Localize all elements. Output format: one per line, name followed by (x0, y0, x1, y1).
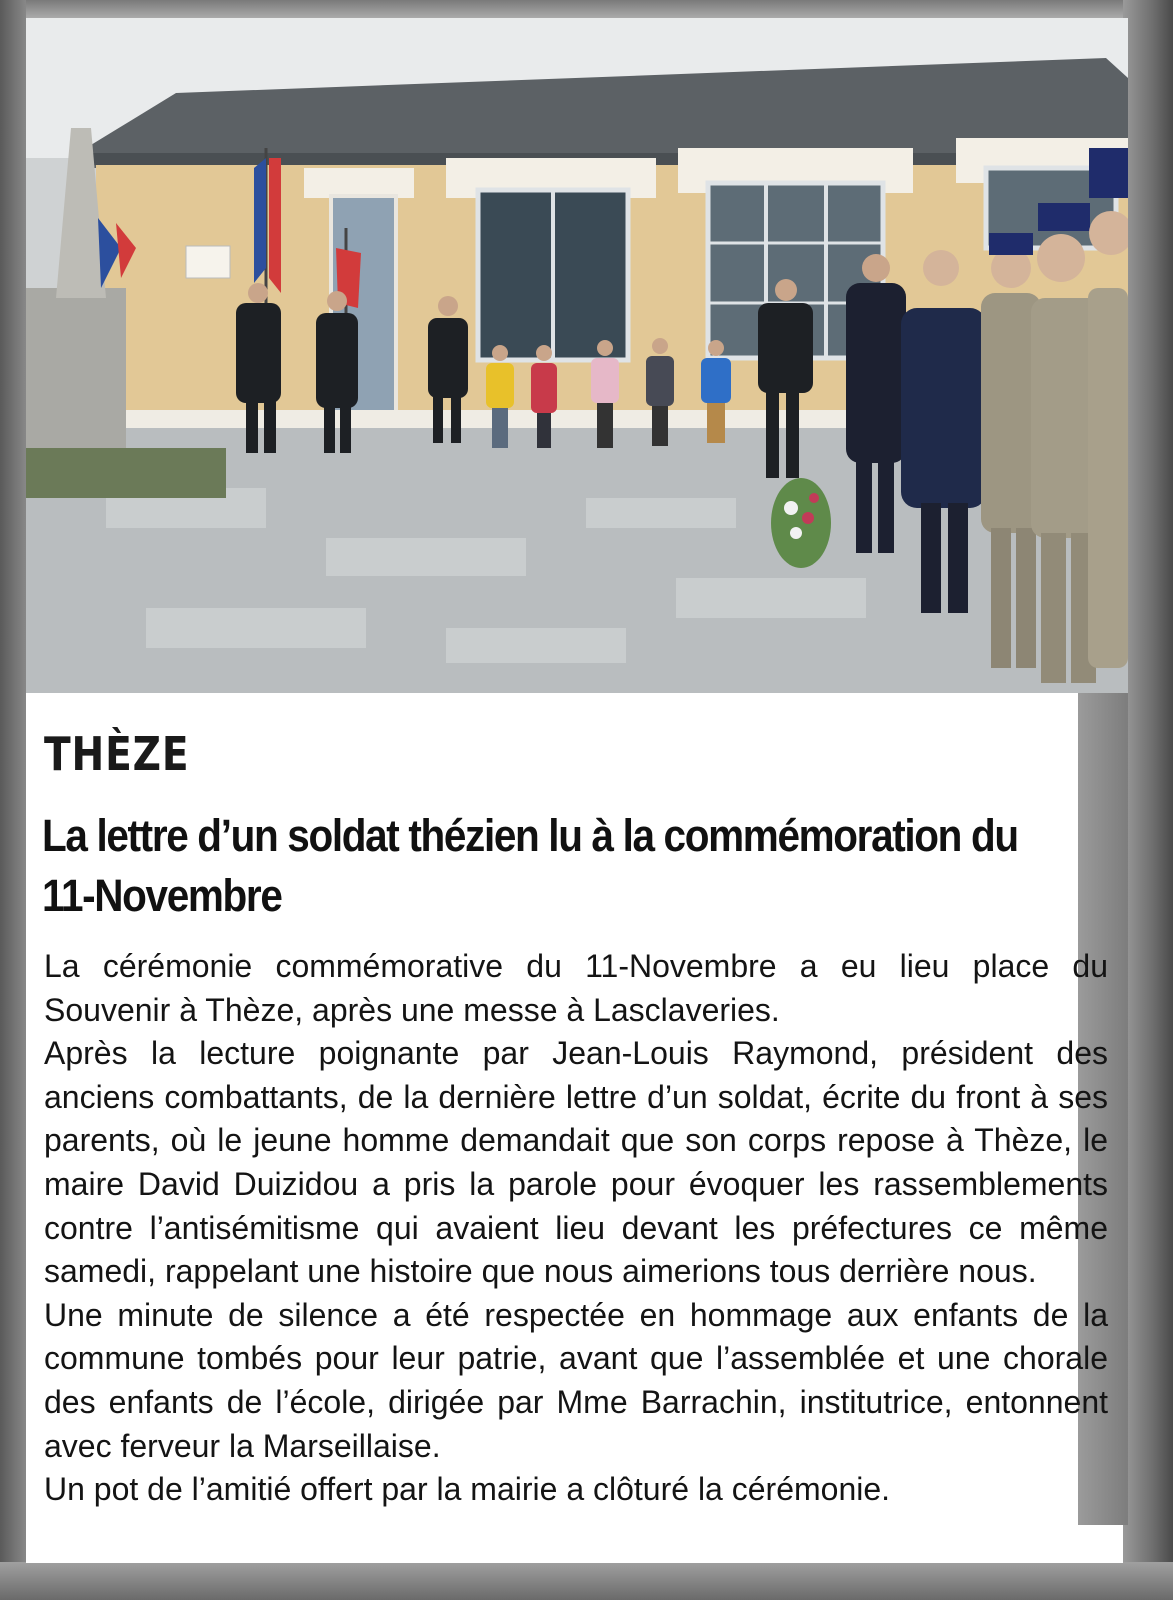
ceremony-photo (26, 18, 1128, 693)
article-kicker: THÈZE (44, 727, 190, 781)
article-paragraph: Après la lecture poignante par Jean-Louis Raymond, président des anciens combattants, de la dernière lettre d’un soldat, écrite du front à ses parents, où le jeune homme demandait que son corps repose à Thèze, le maire David Duizidou a pris la parole pour évoquer les rassemblements contre l’antisémitisme qui avaient lieu devant les préfectures ce même samedi, rappelant une histoire que nous aimerions tous derrière nous. (44, 1035, 1108, 1290)
frame-top-edge (0, 0, 1173, 20)
article-body (44, 945, 1108, 1512)
article-paragraph: La cérémonie commémorative du 11-Novembre a eu lieu place du Souvenir à Thèze, après une messe à Lasclaveries. (44, 948, 1108, 1028)
article-headline: La lettre d’un soldat thézien lu à la commémoration du 11-Novembre (42, 810, 1018, 921)
article-paragraph: Une minute de silence a été respectée en hommage aux enfants de la commune tombés pour leur patrie, avant que l’assemblée et une chorale des enfants de l’école, dirigée par Mme Barrachin, institutrice, entonnent avec ferveur la Marseillaise. (44, 1296, 1108, 1464)
article-paragraph: Un pot de l’amitié offert par la mairie a clôturé la cérémonie. (44, 1471, 891, 1508)
frame-right-edge (1123, 0, 1173, 1600)
frame-left-edge (0, 0, 26, 1600)
frame-bottom-edge (0, 1562, 1173, 1600)
ceremony-photo-illustration (26, 18, 1128, 693)
